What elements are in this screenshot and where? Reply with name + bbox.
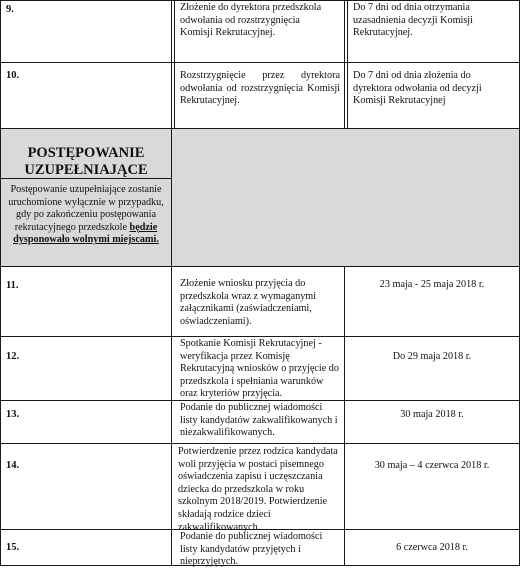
row-action: Podanie do publicznej wiadomości listy kandydatów przyjętych i nieprzyjętych.: [180, 531, 323, 568]
section-title: [1, 145, 171, 179]
row-deadline: 30 maja 2018 r.: [400, 409, 464, 420]
col-divider: [0, 0, 1, 566]
section-divider: [1, 178, 171, 179]
row-number: 9.: [6, 4, 14, 15]
row-deadline: Do 7 dni od dnia złożenia do dyrektora odwołania od decyzji Komisji Rekrutacyjnej: [353, 70, 482, 107]
row-divider: [0, 443, 520, 444]
section-description-text: Postępowanie uzupełniające zostanie uruchomione wyłącznie w przypadku, gdy po zakończeniu postępowania rekrutacyjnego przedszkole: [8, 184, 164, 233]
row-action: Rozstrzygnięcie przez dyrektora odwołania od rozstrzygnięcia Komisji Rekrutacyjnej.: [180, 70, 340, 107]
row-number: 13.: [6, 409, 20, 420]
row-deadline: 23 maja - 25 maja 2018 r.: [379, 279, 485, 290]
row-divider: [0, 62, 520, 63]
row-action: Spotkanie Komisji Rekrutacyjnej - weryfikacja przez Komisję Rekrutacyjną wniosków o przyjęcie do przedszkola i spełniania warunków oraz kryteriów przyjęcia.: [180, 338, 339, 400]
row-number: 12.: [6, 351, 20, 362]
section-description: [4, 184, 168, 247]
section-description-bold: będzie dysponowało wolnymi miejscami.: [13, 221, 159, 246]
col-divider: [347, 0, 348, 128]
row-action: Potwierdzenie przez rodzica kandydata woli przyjęcia w postaci pisemnego oświadczenia zapisu i uczęszczania dziecka do przedszkola w roku szkolnym 2018/2019. Potwierdzenie składają rodzice dzieci zakwalifikowanych.: [178, 446, 338, 533]
row-number: 10.: [6, 70, 20, 81]
row-action: Złożenie do dyrektora przedszkola odwołania od rozstrzygnięcia Komisji Rekrutacyjnej.: [180, 2, 322, 39]
section-title-line2: UZUPEŁNIAJĄCE: [24, 162, 148, 178]
col-divider: [344, 266, 345, 566]
col-divider: [174, 0, 175, 128]
row-action: Złożenie wniosku przyjęcia do przedszkola wraz z wymaganymi załącznikami (zaświadczeniami, oświadczeniami).: [180, 278, 317, 327]
row-divider: [0, 0, 520, 1]
row-action: Podanie do publicznej wiadomości listy kandydatów zakwalifikowanych i niezakwalifikowanych.: [180, 402, 338, 439]
row-deadline: Do 7 dni od dnia otrzymania uzasadnienia decyzji Komisji Rekrutacyjnej.: [353, 2, 473, 39]
row-number: 14.: [6, 460, 20, 471]
section-title-line1: POSTĘPOWANIE: [27, 145, 145, 161]
row-number: 15.: [6, 542, 20, 553]
row-number: 11.: [6, 280, 19, 291]
col-divider: [171, 0, 172, 128]
row-deadline: 6 czerwca 2018 r.: [396, 542, 468, 553]
row-divider: [0, 266, 520, 267]
row-deadline: Do 29 maja 2018 r.: [392, 351, 472, 362]
row-deadline: 30 maja – 4 czerwca 2018 r.: [374, 460, 490, 471]
col-divider: [171, 128, 172, 566]
col-divider: [344, 0, 345, 128]
row-divider: [0, 336, 520, 337]
row-divider: [0, 128, 520, 129]
